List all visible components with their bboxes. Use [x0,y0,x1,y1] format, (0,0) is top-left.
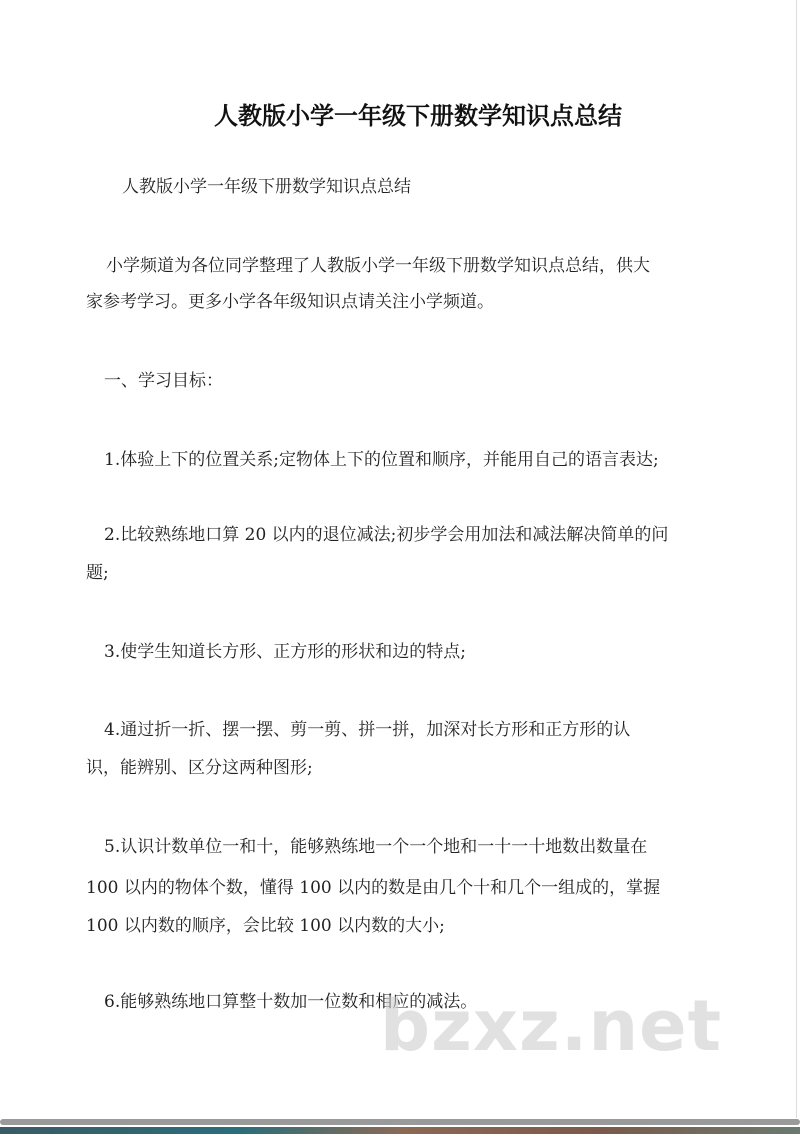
list-item: 2.比较熟练地口算 20 以内的退位减法;初步学会用加法和减法解决简单的问 [104,525,669,545]
document-subtitle: 人教版小学一年级下册数学知识点总结 [122,177,411,197]
list-item: 4.通过折一折、摆一摆、剪一剪、拼一拼，加深对长方形和正方形的认 [104,720,631,740]
document-title: 人教版小学一年级下册数学知识点总结 [214,102,622,130]
intro-line: 家参考学习。更多小学各年级知识点请关注小学频道。 [86,292,494,312]
list-item-cont: 100 以内的物体个数，懂得 100 以内的数是由几个十和几个一组成的，掌握 [86,878,661,898]
list-item: 5.认识计数单位一和十，能够熟练地一个一个地和一十一十地数出数量在 [104,837,648,857]
list-item-cont: 题; [86,563,109,583]
section-heading: 一、学习目标： [104,371,223,391]
list-item-cont: 识，能辨别、区分这两种图形; [86,758,313,778]
list-item: 6.能够熟练地口算整十数加一位数和相应的减法。 [104,992,478,1012]
background-strip [0,1127,800,1134]
list-item: 3.使学生知道长方形、正方形的形状和边的特点; [104,642,466,662]
watermark: bzxz.net [380,985,723,1067]
list-item: 1.体验上下的位置关系;定物体上下的位置和顺序，并能用自己的语言表达; [104,450,659,470]
list-item-cont: 100 以内数的顺序，会比较 100 以内数的大小; [86,916,445,936]
horizontal-scrollbar[interactable] [0,1119,800,1125]
intro-line: 小学频道为各位同学整理了人教版小学一年级下册数学知识点总结，供大 [106,256,650,276]
